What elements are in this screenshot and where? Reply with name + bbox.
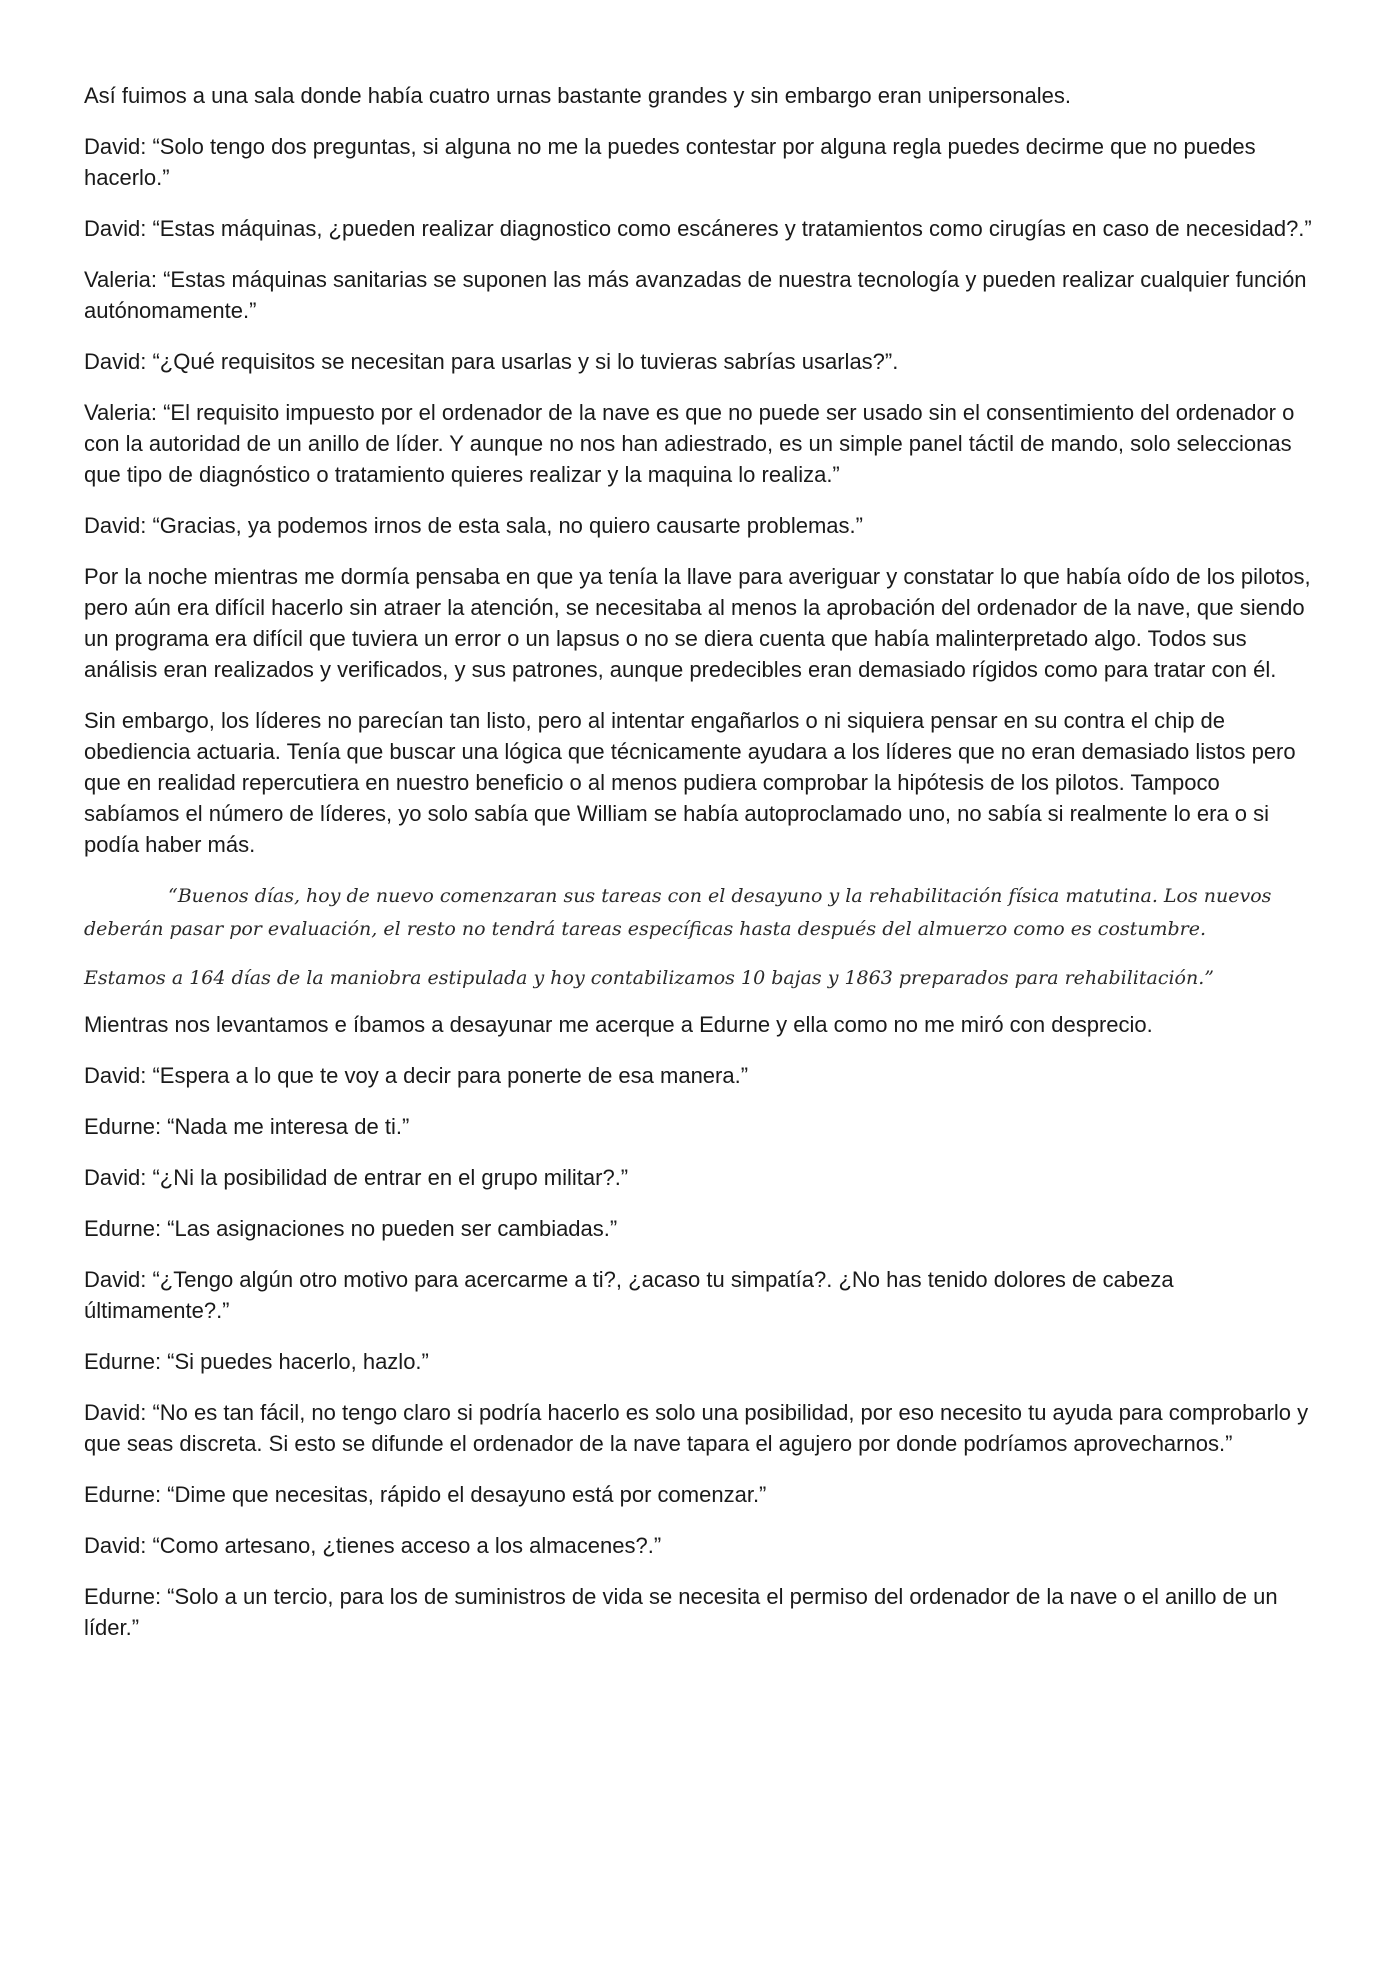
dialogue-line: David: “No es tan fácil, no tengo claro si podría hacerlo es solo una posibilidad, por eso necesito tu ayuda para comprobarlo y que seas discreta. Si esto se difunde el ordenador de la nave tapara el agujero por donde podríamos aprovecharnos.” (84, 1400, 1309, 1456)
paragraph: Así fuimos a una sala donde había cuatro urnas bastante grandes y sin embargo eran unipersonales. (84, 83, 1071, 108)
dialogue-line: Edurne: “Las asignaciones no pueden ser cambiadas.” (84, 1216, 618, 1241)
paragraph: David: “¿Qué requisitos se necesitan para usarlas y si lo tuvieras sabrías usarlas?”. (84, 349, 899, 374)
paragraph: David: “Solo tengo dos preguntas, si alguna no me la puedes contestar por alguna regla puedes decirme que no puedes hacerlo.” (84, 134, 1256, 190)
dialogue-line: Edurne: “Solo a un tercio, para los de suministros de vida se necesita el permiso del ordenador de la nave o el anillo de un líder.” (84, 1584, 1278, 1640)
paragraph: Valeria: “El requisito impuesto por el ordenador de la nave es que no puede ser usado sin el consentimiento del ordenador o con la autoridad de un anillo de líder. Y aunque no nos han adiestrado, es un simple panel táctil de mando, solo seleccionas que tipo de diagnóstico o tratamiento quieres realizar y la maquina lo realiza.” (84, 400, 1295, 487)
paragraph: Sin embargo, los líderes no parecían tan listo, pero al intentar engañarlos o ni siquiera pensar en su contra el chip de obediencia actuaria. Tenía que buscar una lógica que técnicamente ayudara a los líderes que no eran demasiado listos pero que en realidad repercutiera en nuestro beneficio o al menos pudiera comprobar la hipótesis de los pilotos. Tampoco sabíamos el número de líderes, yo solo sabía que William se había autoproclamado uno, no sabía si realmente lo era o si podía haber más. (84, 708, 1296, 857)
dialogue-line: David: “¿Ni la posibilidad de entrar en el grupo militar?.” (84, 1165, 629, 1190)
paragraph: David: “Gracias, ya podemos irnos de esta sala, no quiero causarte problemas.” (84, 513, 863, 538)
paragraph: Mientras nos levantamos e íbamos a desayunar me acerque a Edurne y ella como no me miró con desprecio. (84, 1012, 1153, 1037)
paragraph: Valeria: “Estas máquinas sanitarias se suponen las más avanzadas de nuestra tecnología y pueden realizar cualquier función autónomamente.” (84, 267, 1307, 323)
paragraph: Por la noche mientras me dormía pensaba en que ya tenía la llave para averiguar y constatar lo que había oído de los pilotos, pero aún era difícil hacerlo sin atraer la atención, se necesitaba al menos la aprobación del ordenador de la nave, que siendo un programa era difícil que tuviera un error o un lapsus o no se diera cuenta que había malinterpretado algo. Todos sus análisis eran realizados y verificados, y sus patrones, aunque predecibles eran demasiado rígidos como para tratar con él. (84, 564, 1311, 682)
dialogue-line: David: “¿Tengo algún otro motivo para acercarme a ti?, ¿acaso tu simpatía?. ¿No has tenido dolores de cabeza últimamente?.” (84, 1267, 1174, 1323)
announcement-line-2: Estamos a 164 días de la maniobra estipulada y hoy contabilizamos 10 bajas y 1863 preparados para rehabilitación.” (84, 967, 1214, 989)
announcement-line-1: “Buenos días, hoy de nuevo comenzaran sus tareas con el desayuno y la rehabilitación física matutina. Los nuevos deberán pasar por evaluación, el resto no tendrá tareas específicas hasta después del almuerzo como es costumbre. (84, 885, 1272, 940)
paragraph: David: “Estas máquinas, ¿pueden realizar diagnostico como escáneres y tratamientos como cirugías en caso de necesidad?.” (84, 216, 1312, 241)
dialogue-line: David: “Como artesano, ¿tienes acceso a los almacenes?.” (84, 1533, 662, 1558)
dialogue-line: Edurne: “Si puedes hacerlo, hazlo.” (84, 1349, 429, 1374)
dialogue-line: Edurne: “Dime que necesitas, rápido el desayuno está por comenzar.” (84, 1482, 767, 1507)
dialogue-line: David: “Espera a lo que te voy a decir para ponerte de esa manera.” (84, 1063, 749, 1088)
dialogue-line: Edurne: “Nada me interesa de ti.” (84, 1114, 410, 1139)
